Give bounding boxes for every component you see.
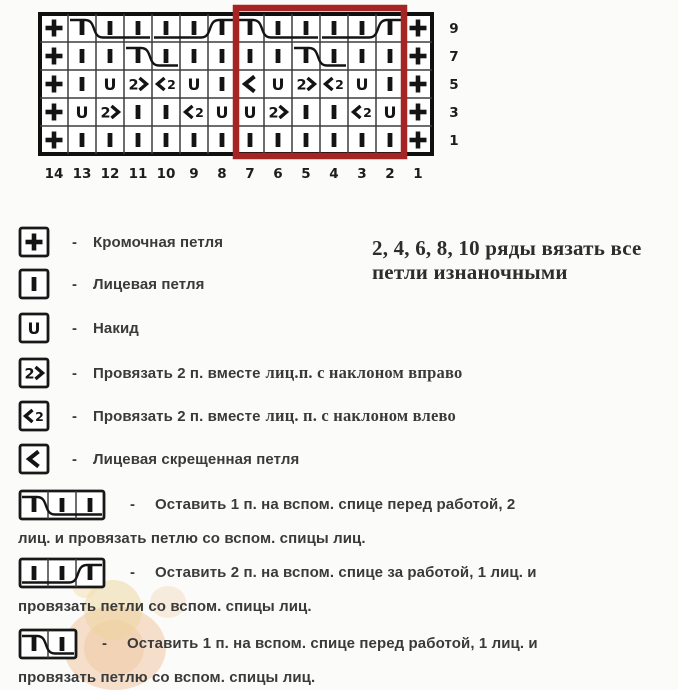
svg-text:U: U xyxy=(75,103,89,122)
legend-item-cable-front-2 xyxy=(18,627,666,690)
legend-dash: - xyxy=(72,233,77,251)
legend-dash: - xyxy=(130,496,135,513)
svg-text:U: U xyxy=(103,75,117,94)
svg-text:U: U xyxy=(187,75,201,94)
svg-text:2: 2 xyxy=(363,104,372,120)
legend-label-serif: лиц. п. с наклоном влево xyxy=(265,406,456,425)
cable-front-3-icon xyxy=(18,489,106,521)
legend-label-serif: лиц.п. с наклоном вправо xyxy=(265,363,463,382)
legend-item-cable-front-3 xyxy=(18,488,666,556)
legend-dash: - xyxy=(130,564,135,581)
legend-label: Накид xyxy=(93,319,139,337)
svg-text:2: 2 xyxy=(268,105,279,122)
legend-item-knit-stitch xyxy=(18,268,205,300)
legend-label-line1: Оставить 1 п. на вспом. спице перед работой, 2 xyxy=(155,496,516,513)
svg-text:2: 2 xyxy=(24,366,35,383)
svg-text:U: U xyxy=(243,103,257,122)
svg-text:2: 2 xyxy=(100,105,111,122)
legend-dash: - xyxy=(72,450,77,468)
edge-stitch-icon xyxy=(18,226,50,258)
legend-label: Лицевая петля xyxy=(93,275,205,293)
note-line-2: петли изнаночными xyxy=(372,260,568,285)
svg-text:2: 2 xyxy=(335,76,344,92)
row-number: 3 xyxy=(449,105,459,121)
legend-label: Кромочная петля xyxy=(93,233,224,251)
row-number: 1 xyxy=(449,133,459,149)
legend-dash: - xyxy=(72,364,77,382)
legend-dash: - xyxy=(72,407,77,425)
legend-item-k2tog-left xyxy=(18,400,456,432)
row-number: 9 xyxy=(449,21,459,37)
legend-dash: - xyxy=(102,635,107,652)
svg-text:U: U xyxy=(383,103,397,122)
col-number: 3 xyxy=(357,166,367,182)
legend-label-line2: лиц. и провязать петлю со вспом. спицы лиц. xyxy=(18,530,366,547)
k2tog-left-icon xyxy=(18,400,50,432)
legend-label: Провязать 2 п. вместе xyxy=(93,364,261,382)
svg-text:U: U xyxy=(215,103,229,122)
legend-label-line2: провязать петлю со вспом. спицы лиц. xyxy=(18,669,316,686)
legend-item-crossed-knit xyxy=(18,443,299,475)
legend-item-yarn-over xyxy=(18,312,139,344)
legend-label-line2: провязать петли со вспом. спицы лиц. xyxy=(18,598,312,615)
col-number: 5 xyxy=(301,166,311,182)
chart-svg xyxy=(28,0,480,188)
col-number: 1 xyxy=(413,166,423,182)
cable-back-3-icon xyxy=(18,557,106,589)
col-number: 6 xyxy=(273,166,283,182)
col-number: 10 xyxy=(156,166,176,182)
svg-text:U: U xyxy=(355,75,369,94)
svg-text:2: 2 xyxy=(35,408,44,424)
col-number: 12 xyxy=(100,166,120,182)
legend-label-line1: Оставить 2 п. на вспом. спице за работой, 1 лиц. и xyxy=(155,564,537,581)
legend-item-k2tog-right xyxy=(18,357,462,389)
svg-text:U: U xyxy=(27,319,41,338)
col-number: 9 xyxy=(189,166,199,182)
row-number: 7 xyxy=(449,49,459,65)
svg-text:2: 2 xyxy=(167,76,176,92)
knitting-chart xyxy=(28,0,480,193)
col-number: 8 xyxy=(217,166,227,182)
col-number: 7 xyxy=(245,166,255,182)
col-number: 13 xyxy=(72,166,92,182)
col-number: 14 xyxy=(44,166,64,182)
crossed-knit-icon xyxy=(18,443,50,475)
legend-item-cable-back-3 xyxy=(18,556,666,624)
k2tog-right-icon xyxy=(18,357,50,389)
col-number: 11 xyxy=(128,166,148,182)
svg-text:U: U xyxy=(271,75,285,94)
legend-item-edge-stitch xyxy=(18,226,223,258)
col-number: 2 xyxy=(385,166,395,182)
legend-label: Провязать 2 п. вместе xyxy=(93,407,261,425)
knit-stitch-icon xyxy=(18,268,50,300)
svg-text:2: 2 xyxy=(128,77,139,94)
legend-dash: - xyxy=(72,275,77,293)
note-line-1: 2, 4, 6, 8, 10 ряды вязать все xyxy=(372,236,642,260)
svg-text:2: 2 xyxy=(296,77,307,94)
purl-rows-note xyxy=(372,236,672,284)
svg-text:2: 2 xyxy=(195,104,204,120)
yarn-over-icon xyxy=(18,312,50,344)
col-number: 4 xyxy=(329,166,339,182)
row-number: 5 xyxy=(449,77,459,93)
legend-dash: - xyxy=(72,319,77,337)
cable-front-2-icon xyxy=(18,628,78,660)
legend-label-line1: Оставить 1 п. на вспом. спице перед работой, 1 лиц. и xyxy=(127,635,538,652)
legend-label: Лицевая скрещенная петля xyxy=(93,450,300,468)
